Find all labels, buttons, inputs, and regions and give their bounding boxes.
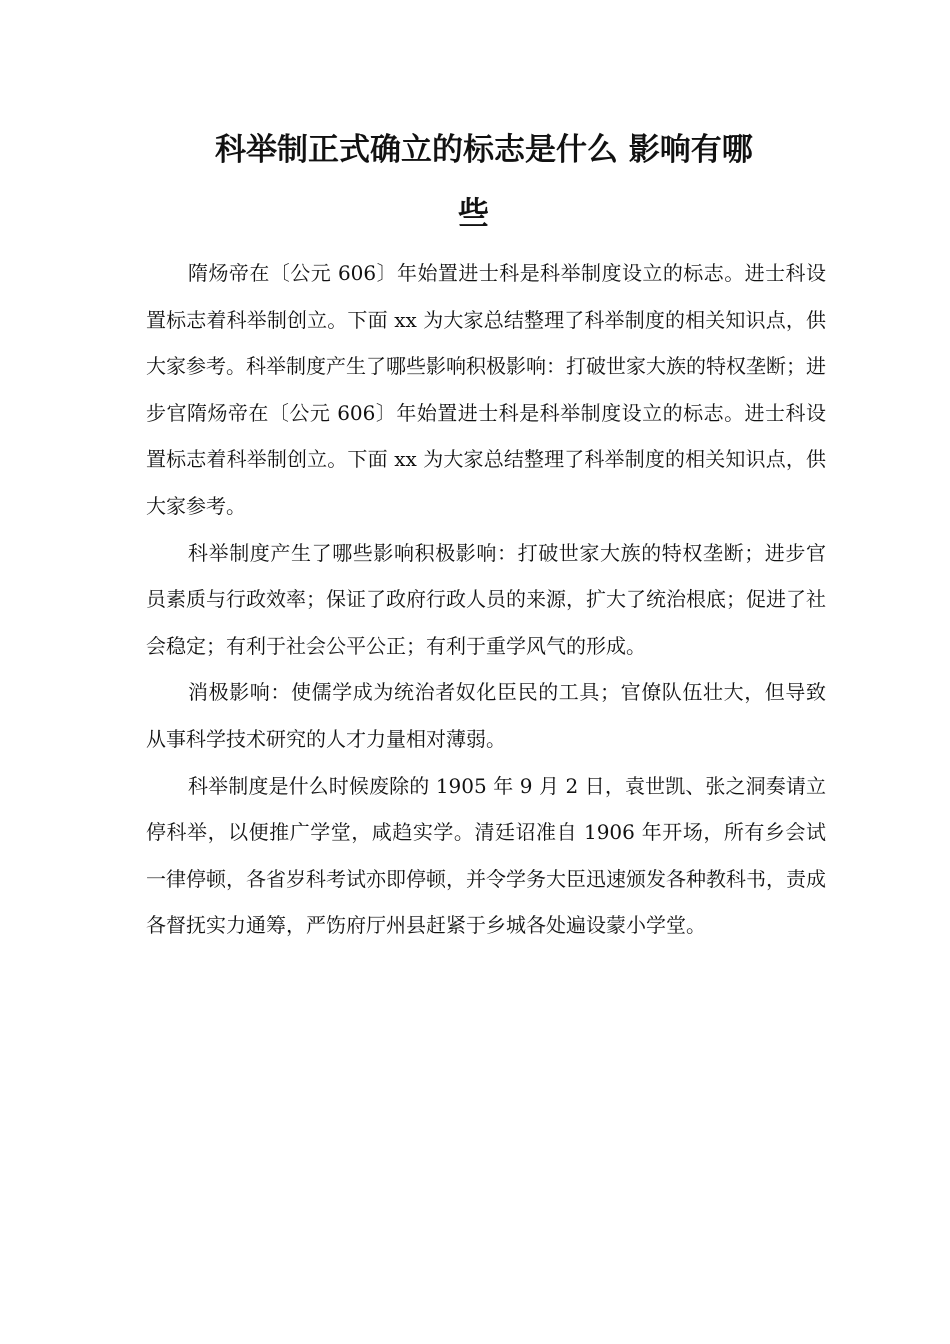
title-line-2: 些	[458, 196, 489, 232]
document-body	[146, 250, 826, 949]
paragraph-2: 科举制度产生了哪些影响积极影响：打破世家大族的特权垄断；进步官员素质与行政效率；保证了政府行政人员的来源，扩大了统治根底；促进了社会稳定；有利于社会公平公正；有利于重学风气的形成。	[146, 540, 826, 658]
paragraph-3: 消极影响：使儒学成为统治者奴化臣民的工具；官僚队伍壮大，但导致从事科学技术研究的人才力量相对薄弱。	[146, 680, 826, 751]
paragraph-1: 隋炀帝在〔公元 606〕年始置进士科是科举制度设立的标志。进士科设置标志着科举制创立。下面 xx 为大家总结整理了科举制度的相关知识点，供大家参考。科举制度产生了哪些影响积极影响：打破世家大族的特权垄断；进步官隋炀帝在〔公元 606〕年始置进士科是科举制度设立的标志。进士科设置标志着科举制创立。下面 xx 为大家总结整理了科举制度的相关知识点，供大家参考。	[146, 261, 826, 518]
title-line-1: 科举制正式确立的标志是什么 影响有哪	[215, 132, 753, 168]
paragraph-4: 科举制度是什么时候废除的 1905 年 9 月 2 日，袁世凯、张之洞奏请立停科举，以便推广学堂，咸趋实学。清廷诏准自 1906 年开场，所有乡会试一律停顿，各省岁科考试亦即停顿，并令学务大臣迅速颁发各种教科书，责成各督抚实力通筹，严饬府厅州县赶紧于乡城各处遍设蒙小学堂。	[146, 773, 826, 938]
document-title	[215, 118, 815, 246]
